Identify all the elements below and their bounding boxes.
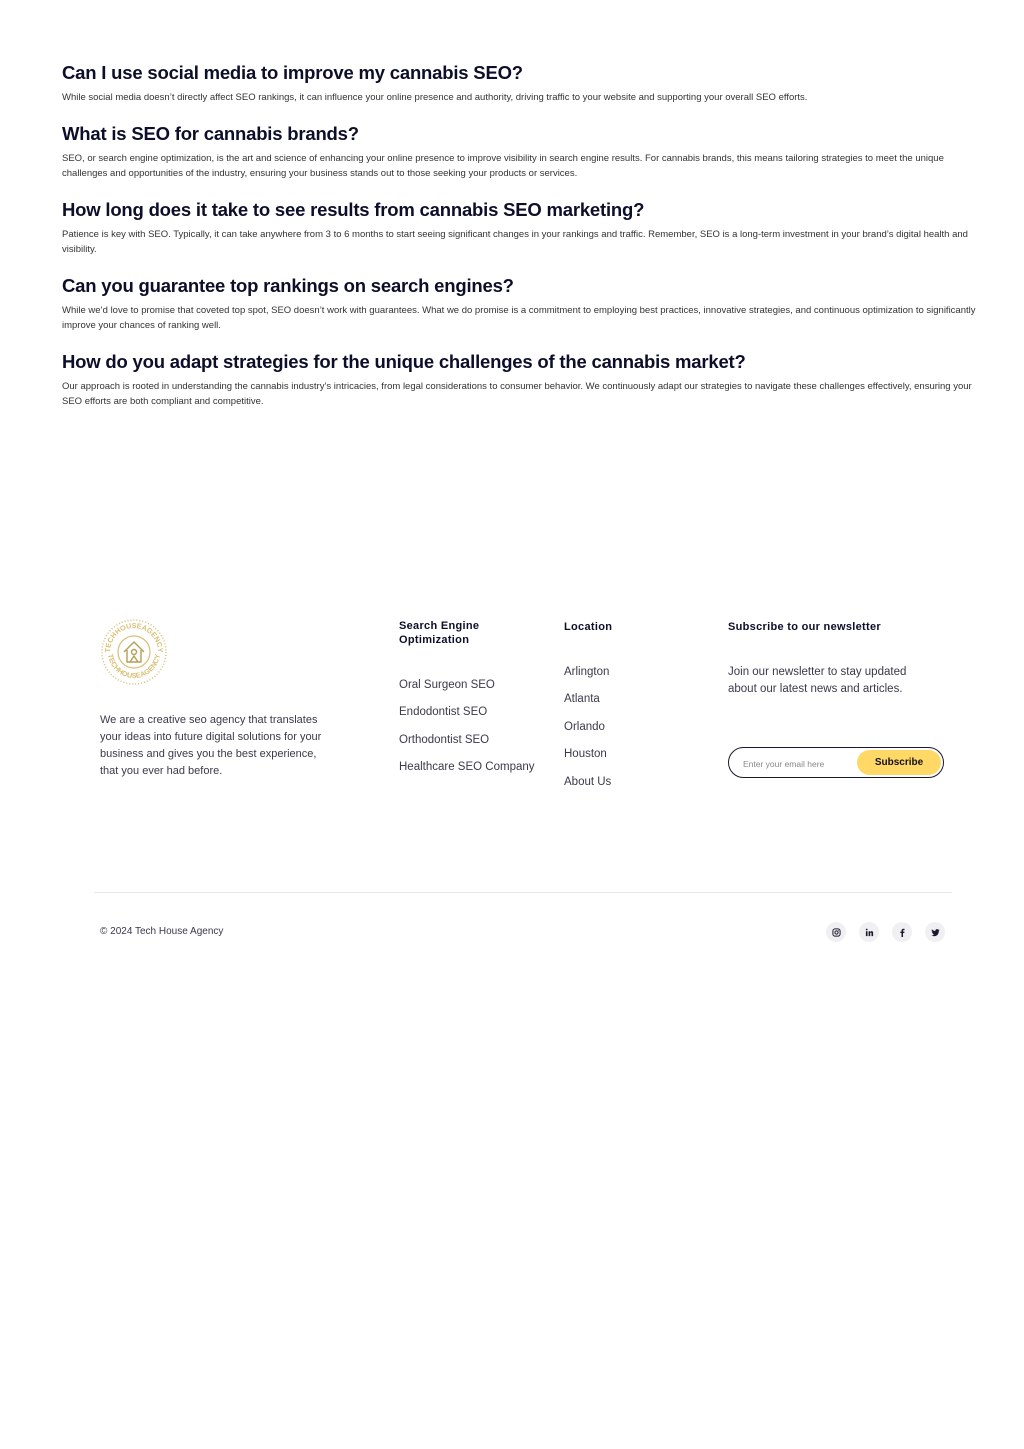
- faq-question: How long does it take to see results from cannabis SEO marketing?: [62, 199, 645, 220]
- svg-text:TECHHOUSEAGENCY: TECHHOUSEAGENCY: [106, 653, 162, 680]
- faq-item: [62, 123, 992, 181]
- subscribe-button[interactable]: Subscribe: [857, 750, 941, 775]
- seo-links: [399, 678, 535, 788]
- faq-item: [62, 351, 992, 409]
- faq-question: How do you adapt strategies for the unique challenges of the cannabis market?: [62, 351, 746, 372]
- footer-link-atlanta[interactable]: Atlanta: [564, 693, 600, 706]
- email-input[interactable]: [741, 754, 857, 774]
- faq-item: [62, 62, 992, 105]
- footer-link-houston[interactable]: Houston: [564, 748, 607, 761]
- social-links: [826, 922, 946, 942]
- linkedin-icon[interactable]: [859, 922, 879, 942]
- footer-link-arlington[interactable]: Arlington: [564, 666, 610, 678]
- faq-answer: Patience is key with SEO. Typically, it can take anywhere from 3 to 6 months to start seeing significant changes in your rankings and traffic. Remember, SEO is a long-term investment in your brand’s digital health and visibility.: [62, 229, 968, 255]
- copyright-text: © 2024 Tech House Agency: [100, 926, 224, 937]
- footer-link-about-us[interactable]: About Us: [564, 775, 612, 788]
- faq-answer: While social media doesn’t directly affect SEO rankings, it can influence your online presence and authority, driving traffic to your website and supporting your overall SEO efforts.: [62, 92, 808, 103]
- newsletter-title: Subscribe to our newsletter: [728, 621, 881, 633]
- footer-link-orlando[interactable]: Orlando: [564, 720, 605, 733]
- instagram-icon[interactable]: [826, 922, 846, 942]
- about-text: We are a creative seo agency that translates your ideas into future digital solutions for your business and gives you the best experience, that you ever had before.: [100, 714, 322, 777]
- footer-link-oral-surgeon-seo[interactable]: Oral Surgeon SEO: [399, 679, 495, 691]
- faq-question: Can I use social media to improve my cannabis SEO?: [62, 62, 523, 83]
- faq-answer: While we’d love to promise that coveted top spot, SEO doesn’t work with guarantees. What we do promise is a commitment to employing best practices, innovative strategies, and continuous optimization to significantly improve your chances of ranking well.: [62, 305, 976, 331]
- faq-question: Can you guarantee top rankings on search engines?: [62, 275, 514, 296]
- faq-answer: SEO, or search engine optimization, is the art and science of enhancing your online presence to improve visibility in search engine results. For cannabis brands, this means tailoring strategies to meet the unique challenges and opportunities of the industry, ensuring your business stands out to those seeking your products or services.: [62, 153, 944, 179]
- footer-link-endodontist-seo[interactable]: Endodontist SEO: [399, 706, 488, 719]
- faq-section: [62, 62, 992, 427]
- faq-answer: Our approach is rooted in understanding the cannabis industry’s intricacies, from legal considerations to consumer behavior. We continuously adapt our strategies to navigate these challenges effectively, ensuring your SEO efforts are both compliant and competitive.: [62, 381, 972, 407]
- faq-item: [62, 199, 992, 257]
- newsletter-text: Join our newsletter to stay updated about our latest news and articles.: [728, 666, 907, 695]
- location-column-title: Location: [564, 621, 613, 633]
- faq-question: What is SEO for cannabis brands?: [62, 123, 359, 144]
- location-links: [564, 665, 611, 802]
- footer-divider: [94, 892, 952, 893]
- svg-text:TECHHOUSEAGENCY: TECHHOUSEAGENCY: [102, 621, 166, 653]
- newsletter-form: [728, 747, 944, 778]
- footer-link-healthcare-seo-company[interactable]: Healthcare SEO Company: [399, 761, 535, 774]
- twitter-icon[interactable]: [925, 922, 945, 942]
- footer-link-orthodontist-seo[interactable]: Orthodontist SEO: [399, 733, 490, 746]
- faq-item: [62, 275, 992, 333]
- seo-column-title: Search Engine Optimization: [399, 620, 480, 646]
- facebook-icon[interactable]: [892, 922, 912, 942]
- agency-logo[interactable]: [100, 618, 168, 686]
